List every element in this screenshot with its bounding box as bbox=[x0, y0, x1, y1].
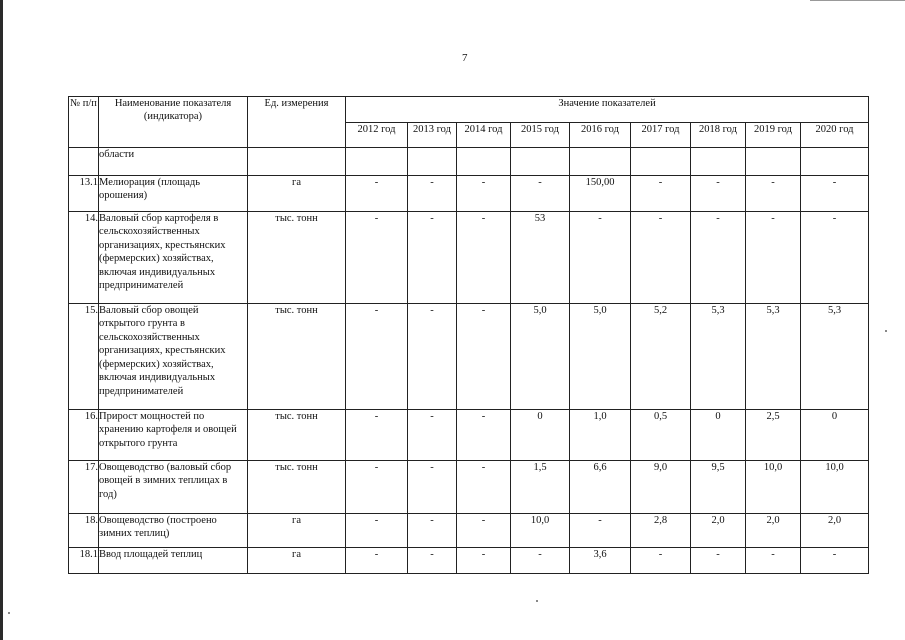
value-cell bbox=[511, 148, 570, 176]
value-cell: - bbox=[457, 304, 511, 410]
header-name: Наименование показателя (индикатора) bbox=[99, 97, 248, 148]
row-number: 13.1 bbox=[69, 176, 99, 212]
table-row bbox=[69, 176, 869, 212]
value-cell: 0,5 bbox=[631, 410, 691, 461]
row-number: 15. bbox=[69, 304, 99, 410]
value-cell: 5,0 bbox=[570, 304, 631, 410]
value-cell: 0 bbox=[801, 410, 869, 461]
value-cell bbox=[346, 148, 408, 176]
value-cell: 2,5 bbox=[746, 410, 801, 461]
value-cell: 9,0 bbox=[631, 461, 691, 514]
value-cell: 5,3 bbox=[691, 304, 746, 410]
unit-cell: га bbox=[248, 514, 346, 548]
value-cell: - bbox=[691, 212, 746, 304]
value-cell: 150,00 bbox=[570, 176, 631, 212]
value-cell bbox=[457, 148, 511, 176]
indicator-name: области bbox=[99, 148, 248, 176]
unit-cell: тыс. тонн bbox=[248, 461, 346, 514]
value-cell: - bbox=[408, 514, 457, 548]
row-number: 14. bbox=[69, 212, 99, 304]
indicator-name: Валовый сбор картофеля в сельскохозяйственных организациях, крестьянских (фермерских) хозяйствах, включая индивидуальных предпринимателей bbox=[99, 212, 248, 304]
value-cell: - bbox=[457, 410, 511, 461]
value-cell: 10,0 bbox=[746, 461, 801, 514]
unit-cell: тыс. тонн bbox=[248, 212, 346, 304]
table-row bbox=[69, 212, 869, 304]
row-number: 16. bbox=[69, 410, 99, 461]
value-cell: - bbox=[570, 514, 631, 548]
header-year: 2020 год bbox=[801, 123, 869, 148]
value-cell: - bbox=[457, 212, 511, 304]
indicators-table bbox=[68, 96, 869, 574]
value-cell: 10,0 bbox=[511, 514, 570, 548]
scan-speck bbox=[885, 330, 887, 332]
value-cell: - bbox=[346, 410, 408, 461]
value-cell: - bbox=[801, 176, 869, 212]
value-cell: - bbox=[511, 548, 570, 574]
table-row bbox=[69, 148, 869, 176]
value-cell: - bbox=[631, 176, 691, 212]
value-cell: - bbox=[457, 461, 511, 514]
scan-speck bbox=[536, 600, 538, 602]
unit-cell: га bbox=[248, 548, 346, 574]
header-year: 2014 год bbox=[457, 123, 511, 148]
value-cell: - bbox=[801, 548, 869, 574]
value-cell: - bbox=[408, 461, 457, 514]
value-cell: 5,2 bbox=[631, 304, 691, 410]
value-cell: - bbox=[408, 304, 457, 410]
unit-cell: тыс. тонн bbox=[248, 304, 346, 410]
value-cell: - bbox=[457, 176, 511, 212]
value-cell bbox=[746, 148, 801, 176]
header-year: 2013 год bbox=[408, 123, 457, 148]
table-row bbox=[69, 514, 869, 548]
value-cell: 1,5 bbox=[511, 461, 570, 514]
table-row bbox=[69, 461, 869, 514]
value-cell bbox=[801, 148, 869, 176]
row-number bbox=[69, 148, 99, 176]
indicator-name: Мелиорация (площадь орошения) bbox=[99, 176, 248, 212]
value-cell: - bbox=[346, 514, 408, 548]
value-cell: - bbox=[746, 176, 801, 212]
table-row bbox=[69, 304, 869, 410]
row-number: 18.1 bbox=[69, 548, 99, 574]
header-unit: Ед. измерения bbox=[248, 97, 346, 148]
value-cell: 5,3 bbox=[801, 304, 869, 410]
value-cell: 2,8 bbox=[631, 514, 691, 548]
header-values-group: Значение показателей bbox=[346, 97, 869, 123]
value-cell: 3,6 bbox=[570, 548, 631, 574]
value-cell bbox=[691, 148, 746, 176]
row-number: 18. bbox=[69, 514, 99, 548]
value-cell: - bbox=[691, 176, 746, 212]
value-cell: 2,0 bbox=[691, 514, 746, 548]
value-cell: 2,0 bbox=[801, 514, 869, 548]
value-cell bbox=[408, 148, 457, 176]
header-year: 2018 год bbox=[691, 123, 746, 148]
value-cell: - bbox=[346, 548, 408, 574]
value-cell: - bbox=[746, 212, 801, 304]
value-cell: 2,0 bbox=[746, 514, 801, 548]
value-cell: 5,3 bbox=[746, 304, 801, 410]
indicator-name: Овощеводство (построено зимних теплиц) bbox=[99, 514, 248, 548]
value-cell: 5,0 bbox=[511, 304, 570, 410]
indicator-name: Ввод площадей теплиц bbox=[99, 548, 248, 574]
value-cell: - bbox=[746, 548, 801, 574]
value-cell: 6,6 bbox=[570, 461, 631, 514]
unit-cell: га bbox=[248, 176, 346, 212]
page-number: 7 bbox=[462, 52, 468, 64]
indicator-name: Прирост мощностей по хранению картофеля и овощей открытого грунта bbox=[99, 410, 248, 461]
table-body bbox=[69, 148, 869, 574]
table-row bbox=[69, 548, 869, 574]
header-row-1 bbox=[69, 97, 869, 123]
value-cell bbox=[570, 148, 631, 176]
scan-speck bbox=[8, 612, 10, 614]
value-cell: - bbox=[631, 548, 691, 574]
value-cell: - bbox=[408, 176, 457, 212]
indicator-name: Овощеводство (валовый сбор овощей в зимних теплицах в год) bbox=[99, 461, 248, 514]
value-cell: - bbox=[346, 461, 408, 514]
value-cell: 0 bbox=[691, 410, 746, 461]
value-cell: 0 bbox=[511, 410, 570, 461]
row-number: 17. bbox=[69, 461, 99, 514]
value-cell: - bbox=[570, 212, 631, 304]
value-cell: - bbox=[346, 212, 408, 304]
value-cell: - bbox=[408, 410, 457, 461]
value-cell: - bbox=[346, 304, 408, 410]
header-year: 2015 год bbox=[511, 123, 570, 148]
value-cell: - bbox=[408, 548, 457, 574]
header-year: 2012 год bbox=[346, 123, 408, 148]
header-num: № п/п bbox=[69, 97, 99, 148]
value-cell: - bbox=[346, 176, 408, 212]
value-cell: - bbox=[801, 212, 869, 304]
value-cell: - bbox=[457, 514, 511, 548]
unit-cell bbox=[248, 148, 346, 176]
unit-cell: тыс. тонн bbox=[248, 410, 346, 461]
header-year: 2019 год bbox=[746, 123, 801, 148]
value-cell: - bbox=[691, 548, 746, 574]
table-row bbox=[69, 410, 869, 461]
scan-top-rule bbox=[810, 0, 905, 1]
indicator-name: Валовый сбор овощей открытого грунта в сельскохозяйственных организациях, крестьянских (фермерских) хозяйствах, включая индивидуальных предпринимателей bbox=[99, 304, 248, 410]
header-year: 2016 год bbox=[570, 123, 631, 148]
value-cell: 10,0 bbox=[801, 461, 869, 514]
value-cell: 9,5 bbox=[691, 461, 746, 514]
header-year: 2017 год bbox=[631, 123, 691, 148]
value-cell: 1,0 bbox=[570, 410, 631, 461]
value-cell: - bbox=[631, 212, 691, 304]
value-cell: - bbox=[408, 212, 457, 304]
value-cell: - bbox=[457, 548, 511, 574]
value-cell bbox=[631, 148, 691, 176]
value-cell: - bbox=[511, 176, 570, 212]
scan-left-edge bbox=[0, 0, 3, 640]
value-cell: 53 bbox=[511, 212, 570, 304]
